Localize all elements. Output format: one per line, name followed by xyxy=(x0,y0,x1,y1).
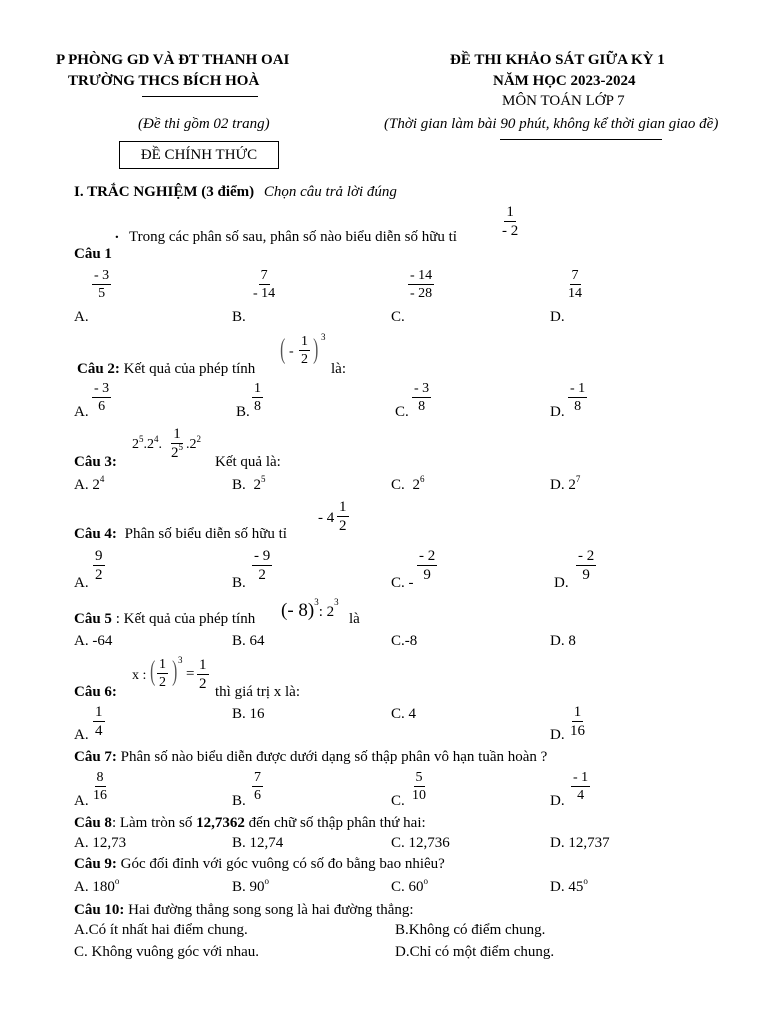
q2-label: Câu 2: xyxy=(77,361,120,377)
q4-text: Phân số biểu diễn số hữu tỉ xyxy=(124,526,287,542)
q2-option-a-letter: A. xyxy=(74,404,89,420)
department-name: P PHÒNG GD VÀ ĐT THANH OAI xyxy=(56,52,290,68)
q2-expr-fraction: $\frac{1}{2}$ xyxy=(301,334,308,367)
q1-option-d-fraction: $\frac{7}{14}$ xyxy=(568,268,582,301)
q4-option-a-fraction: $\frac{9}{2}$ xyxy=(95,548,103,583)
q6-expr-fraction: $\frac{1}{2}$ xyxy=(159,657,166,690)
q1-option-d-letter: D. xyxy=(550,309,565,325)
exam-title: ĐỀ THI KHẢO SÁT GIỮA KỲ 1 xyxy=(450,52,665,68)
q6-option-c: C. 4 xyxy=(391,706,417,722)
q1-text: Trong các phân số sau, phân số nào biểu diễn số hữu tỉ xyxy=(129,229,457,245)
q7-option-a-fraction: $\frac{8}{16}$ xyxy=(93,770,107,803)
q4-option-b-fraction: $\frac{- 9}{2}$ xyxy=(254,548,271,583)
q9-option-c: C. 60$^o$ xyxy=(391,876,429,895)
q1-option-a-fraction: $\frac{- 3}{5}$ xyxy=(94,268,110,301)
q4-option-b-letter: B. xyxy=(232,575,246,591)
pages-note: (Đề thi gồm 02 trang) xyxy=(138,116,270,132)
q3-suffix: Kết quả là: xyxy=(215,454,281,470)
q10-option-b: B.Không có điểm chung. xyxy=(395,922,546,938)
q3-expression: $2^5.2^4$. xyxy=(132,434,162,452)
school-year: NĂM HỌC 2023-2024 xyxy=(493,73,636,89)
q4-label: Câu 4: xyxy=(74,526,117,542)
q5-option-b: B. 64 xyxy=(232,633,265,649)
q10-option-d: D.Chỉ có một điểm chung. xyxy=(395,944,555,960)
q9-option-d: D. 45$^o$ xyxy=(550,876,588,895)
q2-option-a-fraction: $\frac{- 3}{6}$ xyxy=(94,381,110,414)
q4-option-d-fraction: $\frac{- 2}{9}$ xyxy=(578,548,595,583)
q7-option-d-letter: D. xyxy=(550,793,565,809)
q1-option-c-letter: C. xyxy=(391,309,405,325)
q2-stem xyxy=(77,361,255,378)
q7-option-b-letter: B. xyxy=(232,793,246,809)
q6-expr-x: x : xyxy=(132,668,147,683)
q5-option-a: A. -64 xyxy=(74,633,113,649)
q9-stem xyxy=(74,856,445,873)
time-note: (Thời gian làm bài 90 phút, không kể thời gian giao đề) xyxy=(384,116,719,132)
q4-option-c-letter: C. - xyxy=(391,575,414,591)
q6-paren-close: ) xyxy=(172,656,178,687)
q5-option-d: D. 8 xyxy=(550,633,576,649)
q3-expr-fraction: $\frac{1}{2^5}$ xyxy=(171,426,183,461)
q2-option-b-letter: B. xyxy=(236,404,250,420)
q2-paren-close: ) xyxy=(313,334,319,365)
q8-text-after: đến chữ số thập phân thứ hai: xyxy=(248,815,426,831)
q4-option-c-fraction: $\frac{- 2}{9}$ xyxy=(419,548,436,583)
q3-option-a: A. $2^4$ xyxy=(74,474,105,493)
q8-option-c: C. 12,736 xyxy=(391,835,450,851)
q5-option-c: C.-8 xyxy=(391,633,418,649)
q2-option-d-fraction: $\frac{- 1}{8}$ xyxy=(570,381,586,414)
q1-option-c-fraction: $\frac{- 14}{- 28}$ xyxy=(410,268,433,301)
q6-rhs-fraction: $\frac{1}{2}$ xyxy=(199,657,207,692)
q5-expression: (- 8)$^3$: $2^3$ xyxy=(281,597,339,621)
q6-option-a-letter: A. xyxy=(74,727,89,743)
q7-label: Câu 7: xyxy=(74,749,117,765)
q6-option-d-letter: D. xyxy=(550,727,565,743)
q8-text-before: : Làm tròn số xyxy=(111,815,193,831)
q5-label: Câu 5 xyxy=(74,611,112,627)
q4-stem xyxy=(74,526,287,543)
section-instruction: Chọn câu trả lời đúng xyxy=(263,184,397,200)
time-underline xyxy=(500,139,662,140)
q10-stem xyxy=(74,902,414,919)
q8-label: Câu 8 xyxy=(74,815,112,831)
q8-option-d: D. 12,737 xyxy=(550,835,610,851)
q6-label: Câu 6: xyxy=(74,684,117,700)
q2-option-d-letter: D. xyxy=(550,404,565,420)
q1-target-den: - 2 xyxy=(502,223,519,239)
q5-stem xyxy=(74,611,255,628)
q9-option-b: B. 90$^o$ xyxy=(232,876,270,895)
q8-option-b: B. 12,74 xyxy=(232,835,284,851)
q4-mixed-fraction: $\frac{1}{2}$ xyxy=(339,499,347,534)
q7-text: Phân số nào biểu diễn được dưới dạng số thập phân vô hạn tuần hoàn ? xyxy=(120,749,548,765)
q6-suffix: thì giá trị x là: xyxy=(215,684,300,700)
q6-paren-open: ( xyxy=(150,656,156,687)
school-underline xyxy=(142,96,258,97)
school-name: TRƯỜNG THCS BÍCH HOÀ xyxy=(68,73,260,89)
q9-text: Góc đối đỉnh với góc vuông có số đo bằng bao nhiêu? xyxy=(120,856,445,872)
q1-target-num: 1 xyxy=(506,204,514,220)
q2-expr-exponent: 3 xyxy=(321,332,326,342)
q3-option-c: C. $2^6$ xyxy=(391,474,425,493)
section-heading xyxy=(74,184,397,201)
q4-mixed-whole: - 4 xyxy=(318,510,335,526)
q6-option-d-fraction: $\frac{1}{16}$ xyxy=(570,704,585,739)
q2-option-c-letter: C. xyxy=(395,404,409,420)
q8-number: 12,7362 xyxy=(196,815,245,831)
q10-text: Hai đường thẳng song song là hai đường thẳng: xyxy=(128,902,414,918)
q7-option-d-fraction: $\frac{- 1}{4}$ xyxy=(573,770,589,803)
q8-option-a: A. 12,73 xyxy=(74,835,127,851)
q4-option-a-letter: A. xyxy=(74,575,89,591)
section-title: I. TRẮC NGHIỆM (3 điểm) xyxy=(74,184,255,200)
q10-option-a: A.Có ít nhất hai điểm chung. xyxy=(74,922,248,938)
q9-option-a: A. 180$^o$ xyxy=(74,876,120,895)
q3-expr-right: $.2^2$ xyxy=(186,434,201,452)
q10-option-c: C. Không vuông góc với nhau. xyxy=(74,944,260,960)
q7-option-c-letter: C. xyxy=(391,793,405,809)
q2-expr-sign: - xyxy=(289,344,294,359)
official-exam-box: ĐỀ CHÍNH THỨC xyxy=(119,141,279,169)
q1-target-fraction xyxy=(500,205,520,239)
q1-option-a-letter: A. xyxy=(74,309,89,325)
q10-label: Câu 10: xyxy=(74,902,125,918)
q2-suffix: là: xyxy=(331,361,346,377)
q3-label: Câu 3: xyxy=(74,454,117,470)
q7-option-a-letter: A. xyxy=(74,793,89,809)
q5-text: : Kết quả của phép tính xyxy=(115,611,256,627)
q9-label: Câu 9: xyxy=(74,856,117,872)
q1-dot: . xyxy=(115,226,119,242)
q6-expr-equals: = xyxy=(186,666,195,682)
q7-option-c-fraction: $\frac{5}{10}$ xyxy=(412,770,426,803)
q1-option-b-fraction: $\frac{7}{- 14}$ xyxy=(253,268,276,301)
q6-option-b: B. 16 xyxy=(232,706,265,722)
q1-label: Câu 1 xyxy=(74,246,112,262)
q6-expr-exponent: 3 xyxy=(178,655,183,665)
q3-option-d: D. $2^7$ xyxy=(550,474,581,493)
q2-option-c-fraction: $\frac{- 3}{8}$ xyxy=(414,381,430,414)
q2-option-b-fraction: $\frac{1}{8}$ xyxy=(254,381,261,414)
subject: MÔN TOÁN LỚP 7 xyxy=(502,93,625,109)
q4-option-d-letter: D. xyxy=(554,575,569,591)
q8-stem xyxy=(74,815,426,832)
q2-paren-open: ( xyxy=(280,334,286,365)
q5-suffix: là xyxy=(349,611,360,627)
q3-option-b: B. $2^5$ xyxy=(232,474,266,493)
q7-option-b-fraction: $\frac{7}{6}$ xyxy=(254,770,261,803)
q1-option-b-letter: B. xyxy=(232,309,246,325)
q2-text: Kết quả của phép tính xyxy=(123,361,256,377)
q7-stem xyxy=(74,749,547,766)
q6-option-a-fraction: $\frac{1}{4}$ xyxy=(95,704,103,739)
